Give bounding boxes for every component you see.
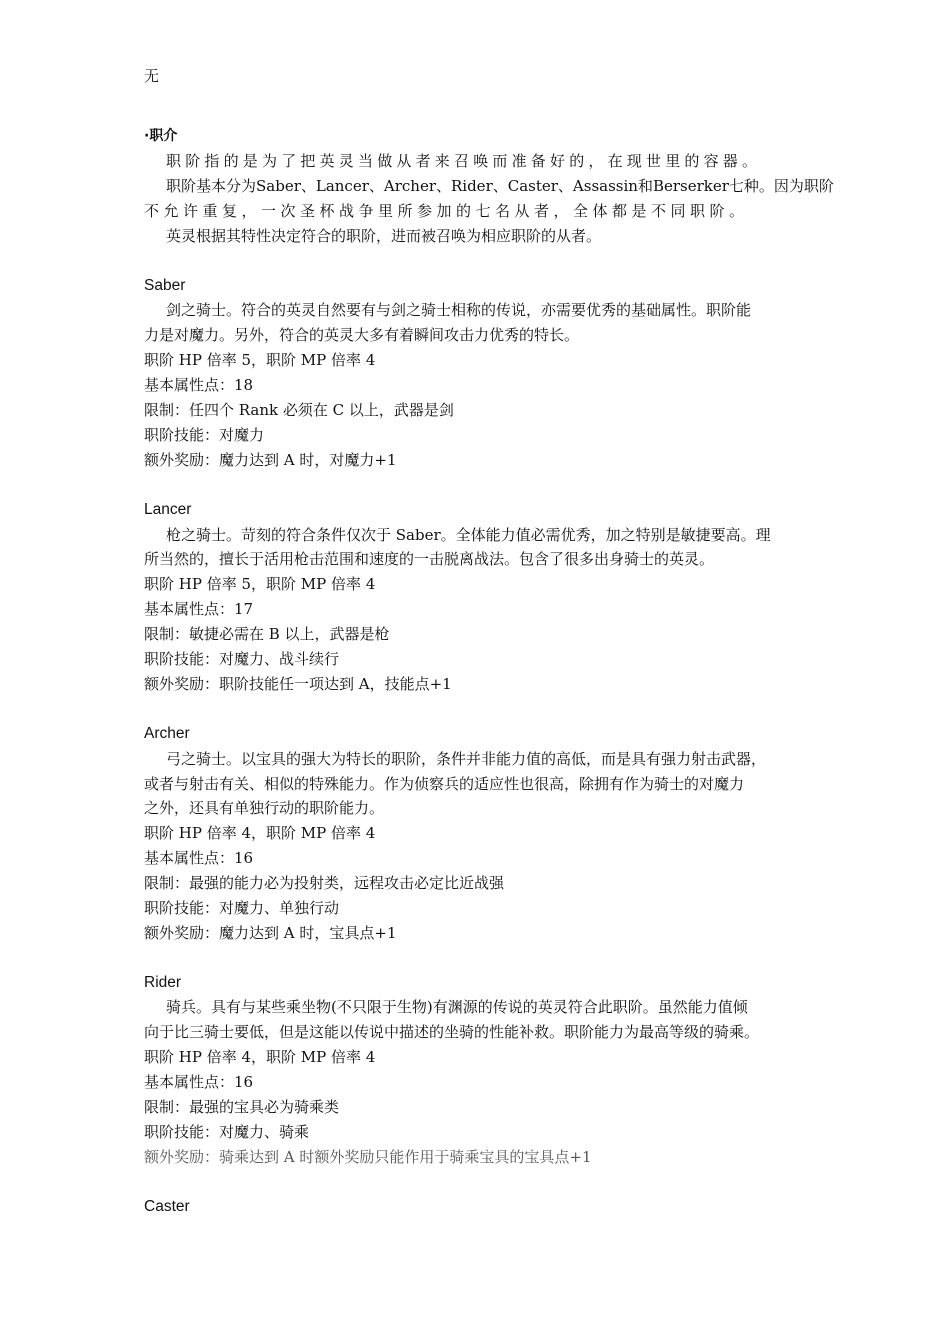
top-text: 无	[144, 67, 160, 85]
intro-paragraph-1: 职阶指的是为了把英灵当做从者来召唤而准备好的，在现世里的容器。	[166, 152, 762, 170]
class-desc-line: 枪之骑士。苛刻的符合条件仅次于 Saber。全体能力值必需优秀，加之特别是敏捷要高。理	[166, 526, 771, 544]
class-limit: 限制：敏捷必需在 B 以上，武器是枪	[144, 625, 390, 643]
class-bonus: 额外奖励：魔力达到 A 时，对魔力+1	[144, 451, 397, 469]
class-points: 基本属性点：16	[144, 849, 254, 867]
class-limit: 限制：最强的宝具必为骑乘类	[144, 1098, 340, 1116]
class-heading-saber: Saber	[144, 277, 186, 294]
intro-paragraph-3: 英灵根据其特性决定符合的职阶，进而被召唤为相应职阶的从者。	[166, 227, 602, 245]
class-limit: 限制：任四个 Rank 必须在 C 以上，武器是剑	[144, 401, 454, 419]
class-points: 基本属性点：18	[144, 376, 254, 394]
class-desc-line: 向于比三骑士要低，但是这能以传说中描述的坐骑的性能补救。职阶能力为最高等级的骑乘。	[144, 1023, 760, 1041]
class-desc-line: 之外，还具有单独行动的职阶能力。	[144, 799, 385, 817]
intro-paragraph-2-line-2: 不允许重复，一次圣杯战争里所参加的七名从者，全体都是不同职阶。	[144, 202, 749, 220]
class-skills: 职阶技能：对魔力	[144, 426, 265, 444]
class-rate: 职阶 HP 倍率 5，职阶 MP 倍率 4	[144, 575, 376, 593]
class-heading-lancer: Lancer	[144, 501, 192, 518]
class-desc-line: 或者与射击有关、相似的特殊能力。作为侦察兵的适应性也很高，除拥有作为骑士的对魔力	[144, 775, 745, 793]
class-heading-caster: Caster	[144, 1198, 190, 1215]
intro-heading: ·职介	[144, 128, 178, 144]
class-heading-rider: Rider	[144, 974, 182, 991]
class-skills: 职阶技能：对魔力、单独行动	[144, 899, 340, 917]
class-bonus: 额外奖励：魔力达到 A 时，宝具点+1	[144, 924, 397, 942]
class-points: 基本属性点：16	[144, 1073, 254, 1091]
class-desc-line: 剑之骑士。符合的英灵自然要有与剑之骑士相称的传说，亦需要优秀的基础属性。职阶能	[166, 301, 752, 319]
class-desc-line: 骑兵。具有与某些乘坐物(不只限于生物)有渊源的传说的英灵符合此职阶。虽然能力值倾	[166, 998, 748, 1016]
class-desc-line: 力是对魔力。另外，符合的英灵大多有着瞬间攻击力优秀的特长。	[144, 326, 580, 344]
class-desc-line: 所当然的，擅长于活用枪击范围和速度的一击脱离战法。包含了很多出身骑士的英灵。	[144, 550, 715, 568]
class-bonus: 额外奖励：职阶技能任一项达到 A，技能点+1	[144, 675, 452, 693]
class-rate: 职阶 HP 倍率 4，职阶 MP 倍率 4	[144, 824, 376, 842]
intro-paragraph-2-line-1: 职阶基本分为Saber、Lancer、Archer、Rider、Caster、Assassin和Berserker七种。因为职阶	[166, 177, 834, 195]
class-bonus: 额外奖励：骑乘达到 A 时额外奖励只能作用于骑乘宝具的宝具点+1	[144, 1148, 592, 1166]
class-rate: 职阶 HP 倍率 5，职阶 MP 倍率 4	[144, 351, 376, 369]
class-desc-line: 弓之骑士。以宝具的强大为特长的职阶，条件并非能力值的高低，而是具有强力射击武器，	[166, 750, 767, 768]
class-skills: 职阶技能：对魔力、骑乘	[144, 1123, 310, 1141]
class-limit: 限制：最强的能力必为投射类，远程攻击必定比近战强	[144, 874, 505, 892]
class-heading-archer: Archer	[144, 725, 190, 742]
class-skills: 职阶技能：对魔力、战斗续行	[144, 650, 340, 668]
class-rate: 职阶 HP 倍率 4，职阶 MP 倍率 4	[144, 1048, 376, 1066]
class-points: 基本属性点：17	[144, 600, 254, 618]
